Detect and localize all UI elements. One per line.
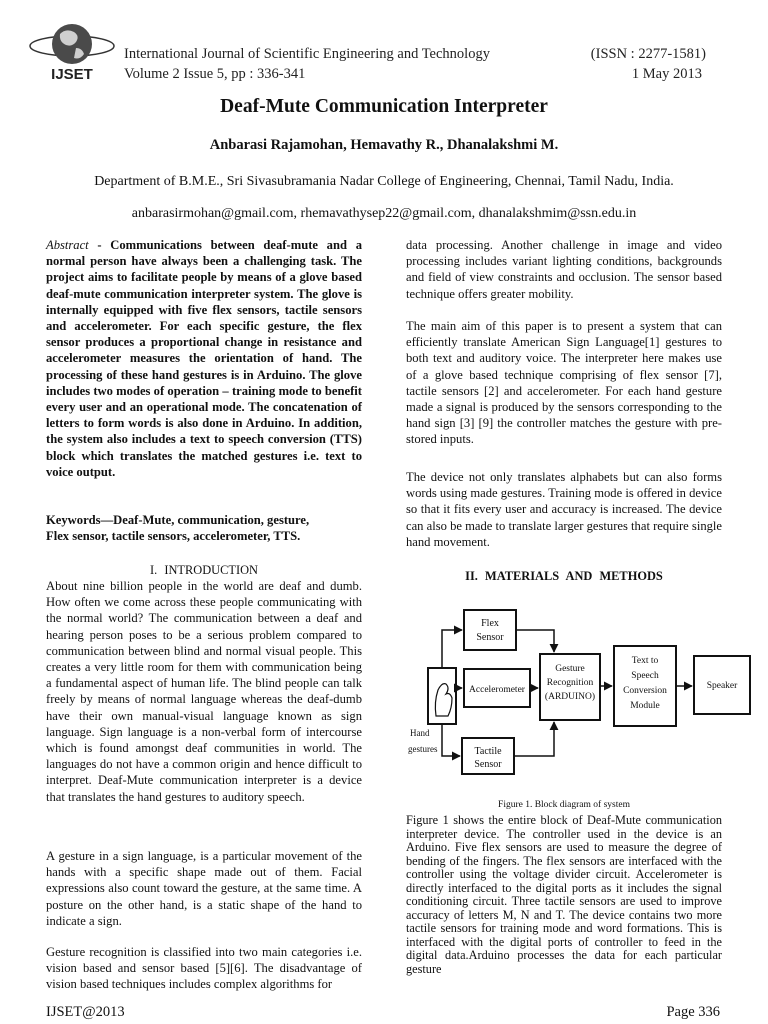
journal-issn: (ISSN : 2277-1581) (590, 46, 706, 62)
svg-text:gestures (408, 744, 438, 754)
intro-paragraph-2: A gesture in a sign language, is a particular movement of the hands with a specific shape made out of them. Facial expressions also count toward the gesture, at the same time. A posture on the other hand, is a static shape of the hand to indicate a sign. (46, 849, 362, 928)
author-emails: anbarasirmohan@gmail.com, rhemavathysep22@gmail.com, dhanalakshmim@ssn.edu.in (131, 206, 637, 221)
abstract-text: - Communications between deaf-mute and a normal person have always been a challenging task. The project aims to facilitate people by means of a glove based deaf-mute communication interpreter system. The glove is internally equipped with five flex sensors, tactile sensors and accelerometer. For each specific gesture, the flex sensor produces a proportional change in resistance and accelerometer measures the orientation of hand. The processing of these hand gestures is in Arduino. The glove includes two modes of operation – training mode to benefit every user and an operational mode. The concatenation of letters to form words is also done in Arduino. In addition, the system also includes a text to speech conversion (TTS) block which translates the matched gestures i.e. text to voice output. (46, 238, 362, 479)
author-affiliation: Department of B.M.E., Sri Sivasubramania Nadar College of Engineering, Chennai, Tamil Nadu, India. (94, 174, 674, 189)
right-paragraph-1: data processing. Another challenge in image and video processing includes variant lighting conditions, backgrounds and field of view constraints and occlusion. The sensor based technique offers greater mobility. (406, 238, 722, 301)
right-paragraph-2: The main aim of this paper is to present a system that can efficiently translate American Sign Language[1] gestures to both text and auditory voice. The interpreter here makes use of a glove based technique comprising of flex sensor [7], tactile sensors [2] and accelerometer. For each hand gesture made a signal is produced by the sensors corresponding to the hand sign [3] [9] the controller matches the gesture with pre-stored inputs. (406, 319, 722, 447)
keywords-line-1: Keywords—Deaf-Mute, communication, gesture, (46, 513, 310, 527)
tactile-label-1: Tactile (474, 746, 502, 757)
intro-paragraph-1: About nine billion people in the world are deaf and dumb. How often we come across these people communicating with the normal world? The communication between a deaf and hearing person poses to be a serious problem compared to communication between blind and normal visual people. This creates a very little room for them with communication being a fundamental aspect of human life. The blind people can talk freely by means of normal language whereas the deaf-dumb have their own manual-visual language known as sign language. Sign language is a non-verbal form of intercourse which is found amongst deaf communities in world. The languages do not have a common origin and hence difficult to interpret. Deaf-Mute communication interpreter is a device that translates the hand gestures to auditory speech. (46, 579, 362, 804)
accelerometer-label: Accelerometer (469, 685, 525, 695)
tactile-label-2: Sensor (474, 759, 502, 770)
block-diagram (404, 596, 754, 796)
hand-label-2: gestures (408, 744, 438, 754)
journal-date: 1 May 2013 (631, 66, 702, 82)
page-number: Page 336 (666, 1004, 720, 1020)
right-paragraph-4: Figure 1 shows the entire block of Deaf-Mute communication interpreter device. The controller used in the device is an Arduino. Five flex sensors are used to measure the degree of bending of the fingers. The flex sensors are interfaced with the controller using the voltage divider circuit. Accelerometer is directly interfaced to the digital ports as it includes the signal conditioning circuit. Three tactile sensors are used to improve accuracy of letters M, N and T. The device contains two more tactile sensors for training mode and word formations. This is interfaced with the digital ports of controller to feed in the digital data.Arduino processes the data for each particular gesture (406, 813, 722, 976)
keywords (46, 512, 362, 544)
hand-label-1: Hand (410, 728, 430, 738)
speaker-label: Speaker (706, 681, 738, 691)
tts-label-2: Speech (631, 671, 659, 681)
journal-name: International Journal of Scientific Engineering and Technology (124, 46, 490, 62)
gesture-label-1: Gesture (555, 664, 585, 674)
footer-copyright: IJSET@2013 (46, 1004, 125, 1020)
flex-label-1: Flex (481, 618, 499, 629)
intro-paragraph-3: Gesture recognition is classified into two main categories i.e. vision based and sensor based [5][6]. The disadvantage of vision based techniques includes complex algorithms for (46, 945, 362, 992)
abstract-label: Abstract (46, 238, 89, 252)
figure-caption: Figure 1. Block diagram of system (498, 800, 630, 810)
globe-icon (26, 18, 118, 84)
tts-label-3: Conversion (623, 686, 667, 696)
gesture-label-2: Recognition (546, 678, 594, 688)
tts-label-1: Text to (631, 656, 659, 666)
svg-text:Hand (410, 728, 430, 738)
keywords-line-2: Flex sensor, tactile sensors, accelerometer, TTS. (46, 529, 301, 544)
right-paragraph-3: The device not only translates alphabets but can also forms words using made gestures. Training mode is offered in device so that it fits every user and accuracy is increased. The device can also be made to translate larger gestures that require single hand movement. (406, 470, 722, 549)
journal-logo (26, 18, 118, 84)
flex-sensor-box (464, 610, 516, 650)
tts-label-4: Module (630, 701, 660, 711)
logo-text: IJSET (51, 66, 93, 83)
gesture-label-3: (ARDUINO) (544, 692, 596, 702)
paper-title: Deaf-Mute Communication Interpreter (220, 96, 548, 117)
abstract (46, 237, 362, 480)
section-heading-materials-methods: II. MATERIALS AND METHODS (465, 569, 663, 583)
flex-label-2: Sensor (476, 632, 504, 643)
paper-authors: Anbarasi Rajamohan, Hemavathy R., Dhanalakshmi M. (209, 137, 559, 153)
section-heading-introduction: I. INTRODUCTION (150, 563, 258, 577)
journal-volume: Volume 2 Issue 5, pp : 336-341 (124, 66, 306, 82)
